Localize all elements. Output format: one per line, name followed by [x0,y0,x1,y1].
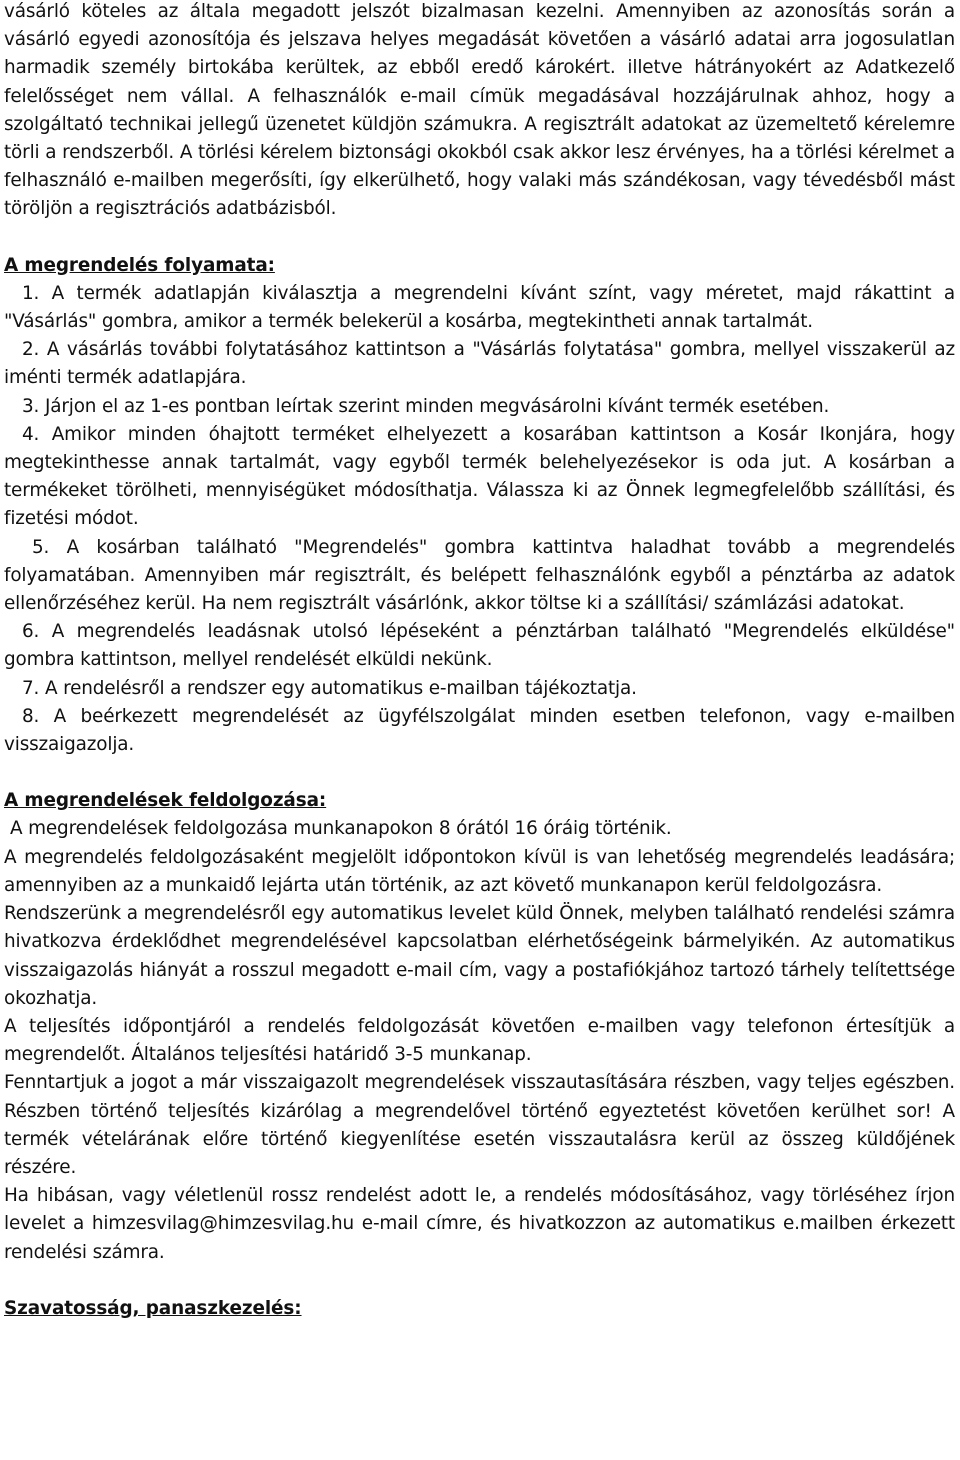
processing-paragraph-4: A teljesítés időpontjáról a rendelés feldolgozását követően e-mailben vagy telefonon értesítjük a megrendelőt. Általános teljesítési határidő 3-5 munkanap. [4,1015,955,1066]
spacer [4,1267,955,1295]
ordering-heading: A megrendelés folyamata: [4,254,275,276]
processing-paragraph-6: Ha hibásan, vagy véletlenül rossz rendelést adott le, a rendelés módosításához, vagy törléséhez írjon levelet a himzesvilag@himzesvilag.hu e-mail címre, és hivatkozzon az automatikus e.mailben érkezett rendelési számra. [4,1185,955,1263]
ordering-step-5: 5. A kosárban található "Megrendelés" gombra kattintva haladhat tovább a megrendelés folyamatában. Amennyiben már regisztrált, és belépett felhasználónk egyből a pénztárba az adatok ellenőrzéséhez kerül. Ha nem regisztrált vásárlónk, akkor töltse ki a szállítási/ számlázási adatokat. [4,536,955,615]
spacer [4,224,955,252]
spacer [4,759,955,787]
ordering-step-7: 7. A rendelésről a rendszer egy automatikus e-mailban tájékoztatja. [22,677,637,699]
processing-paragraph-2: A megrendelés feldolgozásaként megjelölt időpontokon kívül is van lehetőség megrendelés leadására; amennyiben az a munkaidő lejárta után történik, az azt követő munkanapon kerül feldolgozásra. [4,846,955,896]
ordering-step-3: 3. Járjon el az 1-es pontban leírtak szerint minden megvásárolni kívánt termék esetében. [22,395,830,417]
intro-paragraph: vásárló köteles az általa megadott jelszót bizalmasan kezelni. Amennyiben az azonosítás során a vásárló egyedi azonosítója és jelszava helyes megadását követően a vásárló adatai arra jogosulatlan harmadik személy birtokába kerültek, az ebből eredő károkért. illetve hátrányokért az Adatkezelő felelősséget nem vállal. A felhasználók e-mail címük megadásával hozzájárulnak ahhoz, hogy a szolgáltató technikai jellegű üzenetet küldjön számukra. A regisztrált adatokat az üzemeltető kérelemre törli a rendszerből. A törlési kérelem biztonsági okokból csak akkor lesz érvényes, ha a törlési kérelmet a felhasználó e-mailben megerősíti, így elkerülhető, hogy valaki más szándékosan, vagy tévedésből mást töröljön a regisztrációs adatbázisból. [4,1,955,220]
ordering-step-4: 4. Amikor minden óhajtott terméket elhelyezett a kosarában kattintson a Kosár Ikonjára, hogy megtekinthesse annak tartalmát, vagy egyből termék belehelyezésekor is oda jut. A kosárban a termékeket törölheti, mennyiségüket módosíthatja. Válassza ki az Önnek legmegfelelőbb szállítási, és fizetési módot. [4,423,955,530]
ordering-step-6: 6. A megrendelés leadásnak utolsó lépéseként a pénztárban található "Megrendelés elküldése" gombra kattintson, mellyel rendelését elküldi nekünk. [4,621,955,671]
ordering-step-2: 2. A vásárlás további folytatásához kattintson a "Vásárlás folytatása" gombra, mellyel visszakerül az iménti termék adatlapjára. [4,339,955,389]
ordering-step-1: 1. A termék adatlapján kiválasztja a megrendelni kívánt színt, vagy méretet, majd rákattint a "Vásárlás" gombra, amikor a termék belekerül a kosárba, megtekintheti annak tartalmát. [4,282,955,333]
warranty-heading: Szavatosság, panaszkezelés: [4,1297,302,1319]
processing-heading: A megrendelések feldolgozása: [4,790,327,812]
processing-paragraph-1: A megrendelések feldolgozása munkanapokon 8 órától 16 óráig történik. [10,818,672,840]
processing-paragraph-5: Fenntartjuk a jogot a már visszaigazolt megrendelések visszautasítására részben, vagy teljes egészben. Részben történő teljesítés kizárólag a megrendelővel történő egyeztetést követően kerülhet sor! A termék vételárának előre történő kiegyenlítése esetén visszautalásra kerül az összeg küldőjének részére. [4,1072,955,1178]
ordering-step-8: 8. A beérkezett megrendelését az ügyfélszolgálat minden esetben telefonon, vagy e-mailben visszaigazolja. [4,705,955,756]
processing-paragraph-3: Rendszerünk a megrendelésről egy automatikus levelet küld Önnek, melyben található rendelési számra hivatkozva érdeklődhet megrendelésével kapcsolatban elérhetőségeink bármelyikén. Az automatikus visszaigazolás hiányát a rosszul megadott e-mail cím, vagy a postafiókjához tartozó tárhely telítettsége okozhatja. [4,903,955,1009]
